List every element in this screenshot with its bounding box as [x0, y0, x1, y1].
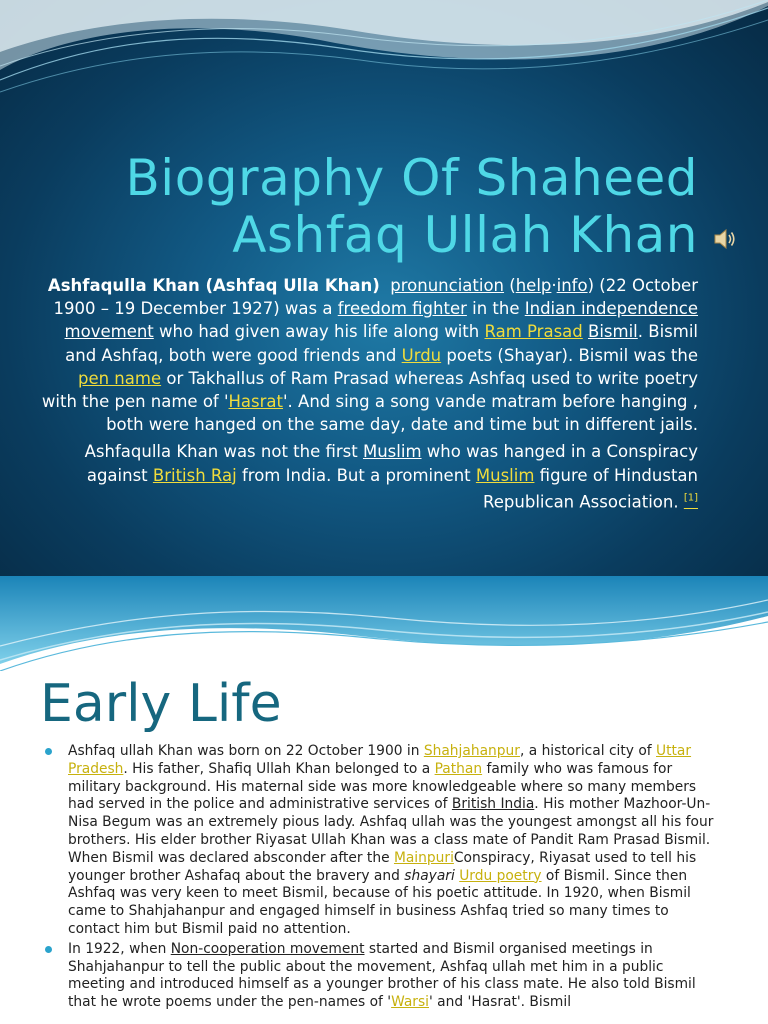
title-line-2: Ashfaq Ullah Khan [232, 206, 698, 264]
paragraph-1: Ashfaqulla Khan (Ashfaq Ulla Khan) pronunciation (help·info) (22 October 1900 – 19 December 1927) was a freedom fighter in the Indian independence movement who had given away his life along with Ram Prasad Bismil. Bismil and Ashfaq, both were good friends and Urdu poets (Shayar). Bismil was the pen name or Takhallus of Ram Prasad whereas Ashfaq used to write poetry with the pen name of 'Hasrat'. And sing a song vande matram before hanging , both were hanged on the same day, date and time but in different jails. [41, 276, 698, 435]
link-urdu-poetry[interactable]: Urdu poetry [459, 867, 542, 884]
link-muslim-2[interactable]: Muslim [475, 465, 535, 485]
link-pen-name[interactable]: pen name [77, 368, 162, 388]
link-hasrat[interactable]: Hasrat [228, 392, 283, 412]
link-british-raj[interactable]: British Raj [152, 465, 237, 485]
link-warsi[interactable]: Warsi [391, 994, 429, 1011]
link-british-india[interactable]: British India [451, 796, 535, 813]
link-bismil[interactable]: Bismil [588, 322, 638, 342]
slide-title: Early Life [40, 674, 282, 734]
slide-early-life [0, 576, 768, 1024]
biography-text [40, 274, 698, 514]
slide-title [38, 150, 698, 264]
decorative-waves-top [0, 576, 768, 671]
decorative-waves-top [0, 0, 768, 110]
link-ram-prasad[interactable]: Ram Prasad [484, 322, 583, 342]
link-indian-independence-movement[interactable]: Indian independence movement [64, 299, 698, 342]
link-help[interactable]: help [515, 276, 552, 295]
title-line-1: Biography Of Shaheed [125, 149, 698, 207]
link-reference-1[interactable]: [1] [683, 492, 698, 504]
link-uttar-pradesh[interactable]: Uttar Pradesh [68, 743, 692, 777]
subject-name: Ashfaqulla Khan (Ashfaq Ulla Khan) [47, 276, 380, 295]
link-shahjahanpur[interactable]: Shahjahanpur [423, 743, 520, 759]
link-pronunciation[interactable]: pronunciation [390, 276, 505, 295]
link-urdu[interactable]: Urdu [401, 345, 442, 365]
list-item: Ashfaq ullah Khan was born on 22 October 1900 in Shahjahanpur, a historical city of Uttar Pradesh. His father, Shafiq Ullah Khan belonged to a Pathan family who was famous for military background. His maternal side was more knowledgeable where so many members had served in the police and administrative services of British India. His mother Mazhoor-Un-Nisa Begum was an extremely pious lady. Ashfaq ullah was the youngest amongst all his four brothers. His elder brother Riyasat Ullah Khan was a class mate of Pandit Ram Prasad Bismil. When Bismil was declared absconder after the MainpuriConspiracy, Riyasat used to tell his younger brother Ashafaq about the bravery and shayari Urdu poetry of Bismil. Since then Ashfaq was very keen to meet Bismil, because of his poetic attitude. In 1920, when Bismil came to Shahjahanpur and engaged himself in business Ashfaq tried so many times to contact him but Bismil paid no attention. [43, 743, 723, 939]
list-item: In 1922, when Non-cooperation movement started and Bismil organised meetings in Shahjahanpur to tell the public about the movement, Ashfaq ullah met him in a public meeting and introduced himself as a younger brother of his class mate. He also told Bismil that he wrote poems under the pen-names of 'Warsi' and 'Hasrat'. Bismil [43, 941, 723, 1012]
link-info[interactable]: info [556, 276, 588, 295]
bullet-icon [45, 748, 52, 755]
link-non-cooperation-movement[interactable]: Non-cooperation movement [170, 940, 365, 957]
link-muslim[interactable]: Muslim [362, 442, 422, 462]
link-freedom-fighter[interactable]: freedom fighter [337, 299, 467, 319]
link-mainpuri[interactable]: Mainpuri [393, 849, 454, 866]
paragraph-2: Ashfaqulla Khan was not the first Muslim who was hanged in a Conspiracy against British Raj from India. But a prominent Muslim figure of Hindustan Republican Association. [1] [84, 442, 698, 512]
bullet-icon [45, 946, 52, 953]
link-pathan[interactable]: Pathan [434, 760, 483, 777]
speaker-icon[interactable] [712, 226, 738, 252]
bullet-list [43, 743, 723, 1014]
